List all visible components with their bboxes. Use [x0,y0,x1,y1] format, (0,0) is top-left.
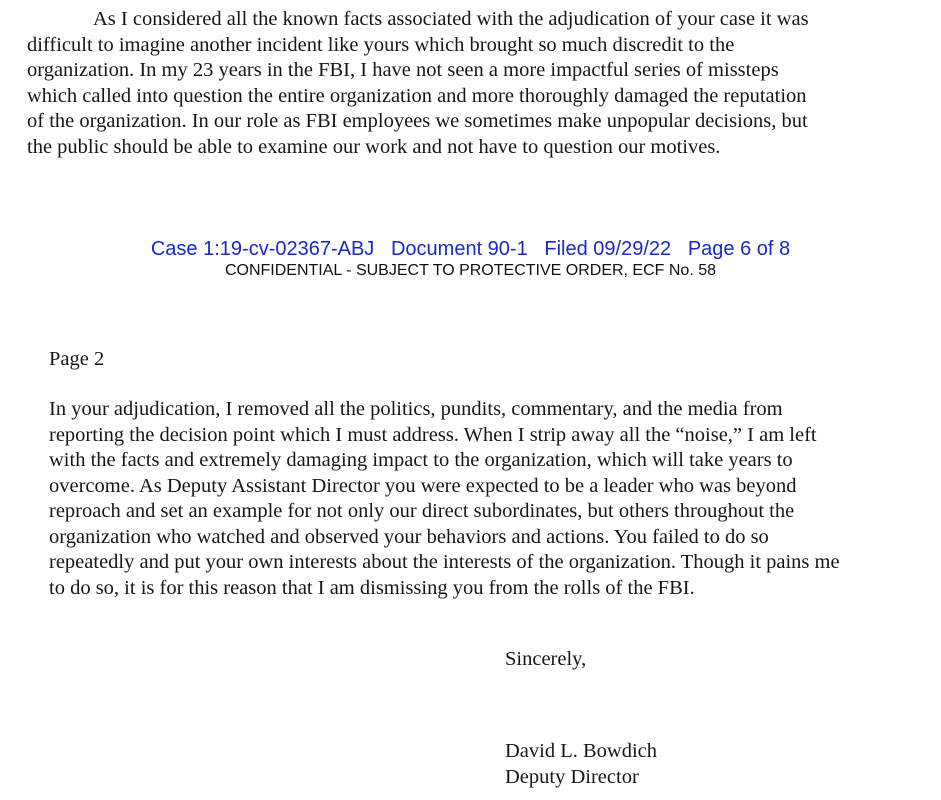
paragraph-line: reproach and set an example for not only our direct subordinates, but others throughout the [49,500,795,522]
closing-salutation: Sincerely, [505,648,587,670]
paragraph-line: with the facts and extremely damaging impact to the organization, which will take years to [49,449,793,471]
paragraph-line: to do so, it is for this reason that I am dismissing you from the rolls of the FBI. [49,576,695,599]
paragraph-line: the public should be able to examine our work and not have to question our motives. [27,135,721,158]
top-paragraph [27,7,907,160]
case-filing-stamp: Case 1:19-cv-02367-ABJ Document 90-1 Filed 09/29/22 Page 6 of 8 [150,238,791,260]
main-paragraph [49,397,919,601]
confidential-notice: CONFIDENTIAL - SUBJECT TO PROTECTIVE ORDER, ECF No. 58 [224,262,717,279]
signatory-title: Deputy Director [505,765,639,788]
page-number-label: Page 2 [49,348,105,370]
paragraph-line: which called into question the entire organization and more thoroughly damaged the reputation [27,84,807,107]
paragraph-line: In your adjudication, I removed all the politics, pundits, commentary, and the media from [49,398,783,420]
paragraph-line: difficult to imagine another incident like yours which brought so much discredit to the [27,33,735,56]
paragraph-line: of the organization. In our role as FBI employees we sometimes make unpopular decisions, but [27,110,808,132]
paragraph-line: overcome. As Deputy Assistant Director you were expected to be a leader who was beyond [49,474,797,497]
paragraph-line: repeatedly and put your own interests about the interests of the organization. Though it pains me [49,551,840,573]
paragraph-line: As I considered all the known facts associated with the adjudication of your case it was [93,8,809,30]
court-filing-header [0,236,941,280]
paragraph-line: reporting the decision point which I must address. When I strip away all the “noise,” I am left [49,423,817,446]
signature-block [505,739,657,790]
paragraph-line: organization. In my 23 years in the FBI, I have not seen a more impactful series of missteps [27,59,779,81]
signatory-name: David L. Bowdich [505,740,658,762]
paragraph-line: organization who watched and observed your behaviors and actions. You failed to do so [49,525,769,548]
